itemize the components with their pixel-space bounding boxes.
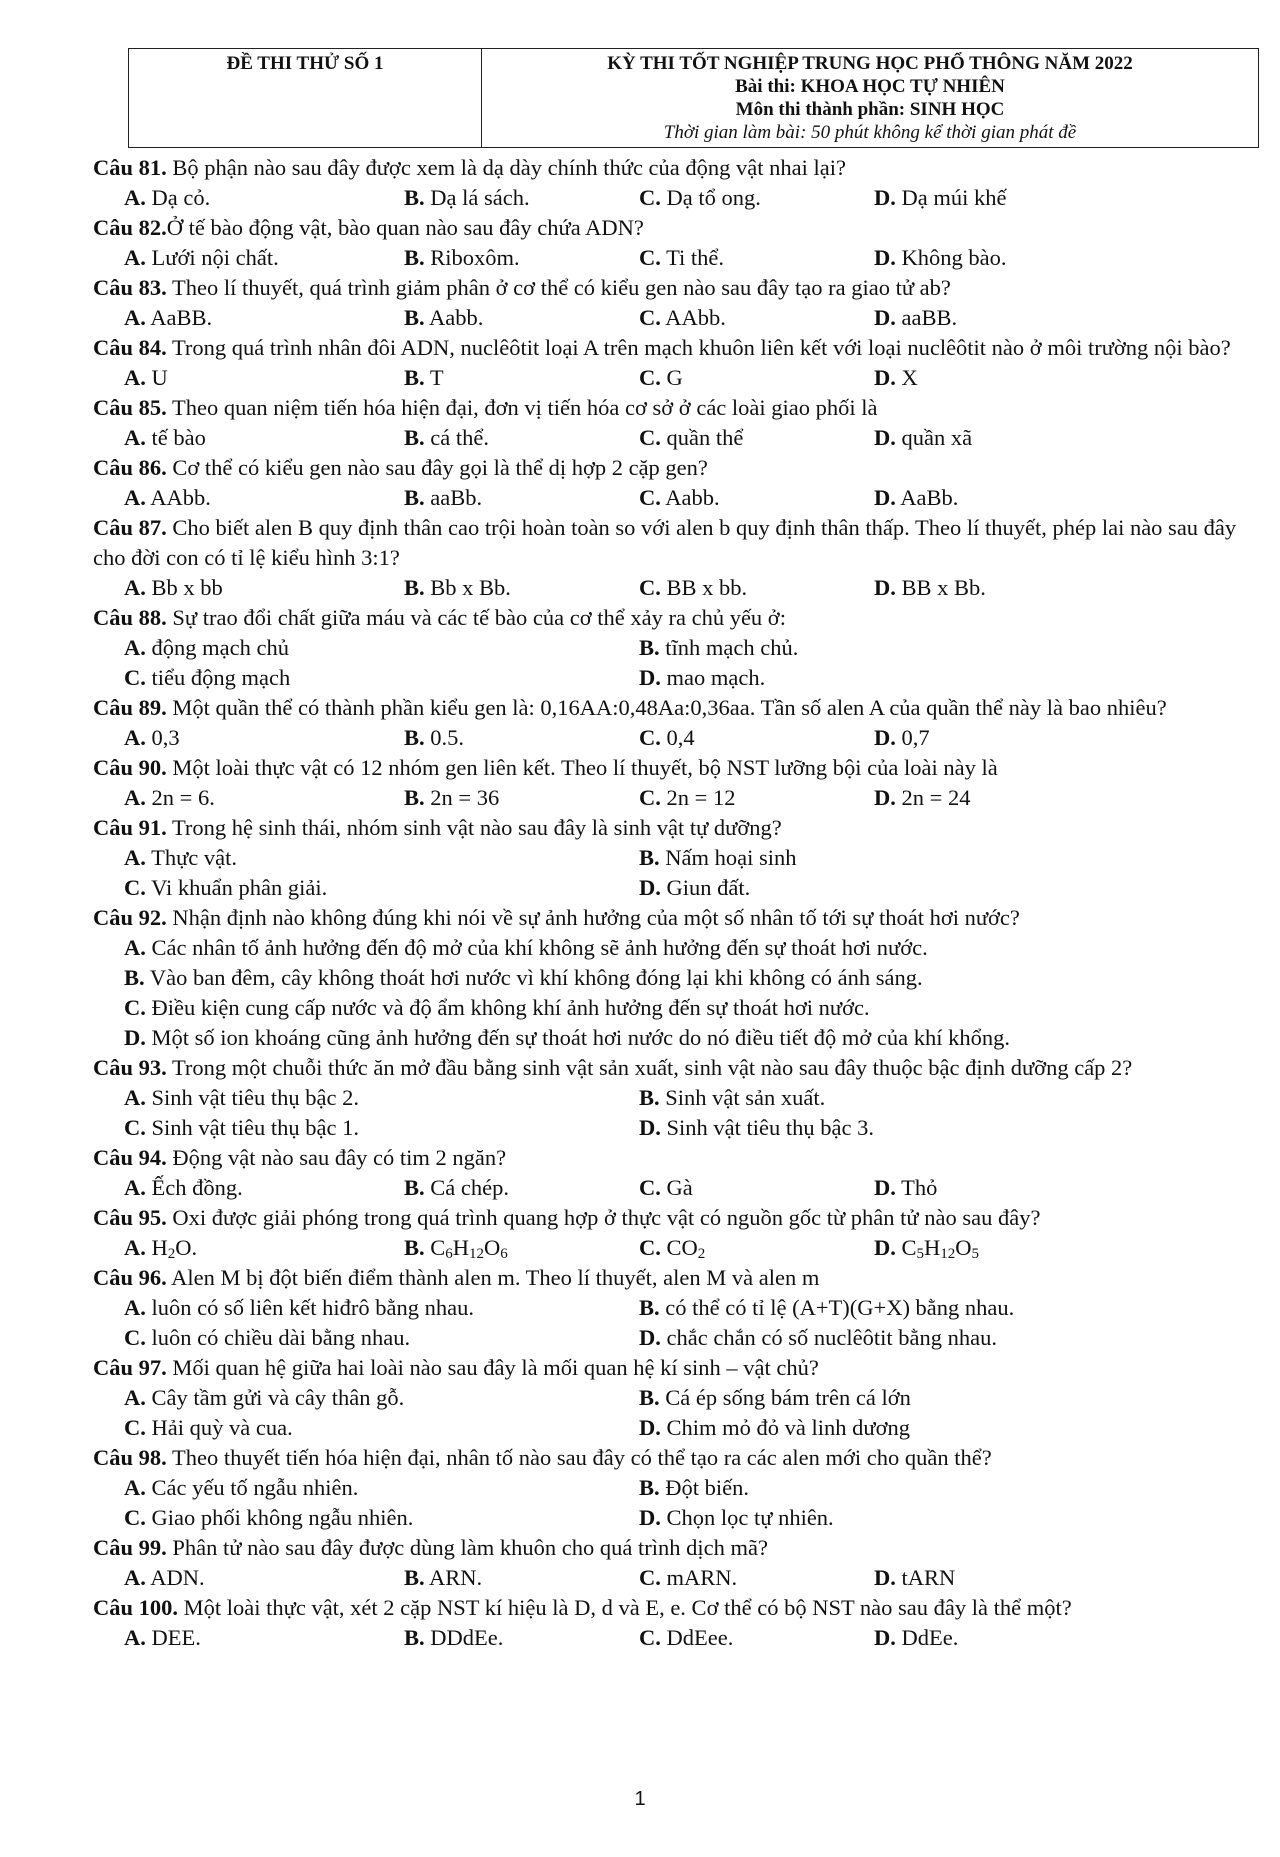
question-number: Câu 85. [93, 395, 167, 420]
option-b: B. Sinh vật sản xuất. [639, 1085, 826, 1110]
option-c: C. Ti thể. [639, 245, 725, 270]
question-text: Sự trao đổi chất giữa máu và các tế bào của cơ thể xảy ra chủ yếu ở: [166, 605, 786, 630]
option-c: C. Dạ tổ ong. [639, 185, 761, 210]
option-c: C. Hải quỳ và cua. [124, 1415, 293, 1440]
question-text: Trong hệ sinh thái, nhóm sinh vật nào sau đây là sinh vật tự dưỡng? [166, 815, 782, 840]
option-d: D. DdEe. [874, 1625, 959, 1650]
option-c: C. Điều kiện cung cấp nước và độ ẩm không khí ảnh hưởng đến sự thoát hơi nước. [124, 995, 870, 1020]
question-text: Theo thuyết tiến hóa hiện đại, nhân tố nào sau đây có thể tạo ra các alen mới cho quần thể? [166, 1445, 992, 1470]
option-c: C. mARN. [639, 1565, 738, 1590]
question [93, 453, 1263, 483]
question [93, 393, 1263, 423]
question-text: Theo quan niệm tiến hóa hiện đại, đơn vị tiến hóa cơ sở ở các loài giao phối là [166, 395, 878, 420]
option-d: D. chắc chắn có số nuclêôtit bằng nhau. [639, 1325, 998, 1350]
option-b: B. Đột biến. [639, 1475, 750, 1500]
question [93, 1593, 1263, 1623]
question-number: Câu 90. [93, 755, 167, 780]
question-text: Động vật nào sau đây có tim 2 ngăn? [166, 1145, 507, 1170]
question-number: Câu 97. [93, 1355, 167, 1380]
option-a: A. động mạch chủ [124, 635, 289, 660]
question-text: Ở tế bào động vật, bào quan nào sau đây chứa ADN? [166, 215, 644, 240]
question-text: Một loài thực vật, xét 2 cặp NST kí hiệu là D, d và E, e. Cơ thể có bộ NST nào sau đây là thể một? [178, 1595, 1072, 1620]
exam-info-cell [482, 49, 1259, 148]
option-d: D. X [874, 365, 918, 390]
option-d: D. 2n = 24 [874, 785, 971, 810]
options-row [93, 363, 1263, 393]
option-d: D. aaBB. [874, 305, 958, 330]
options-row [93, 1413, 1263, 1443]
option-d: D. Sinh vật tiêu thụ bậc 3. [639, 1115, 874, 1140]
options-row [93, 183, 1263, 213]
options-row [93, 1233, 1263, 1263]
option-c: C. Giao phối không ngẫu nhiên. [124, 1505, 414, 1530]
exam-component: Môn thi thành phần: SINH HỌC [735, 99, 1005, 120]
option-c: C. 0,4 [639, 725, 695, 750]
exam-header [128, 48, 1259, 148]
options-row [93, 1383, 1263, 1413]
question-text: Một quần thể có thành phần kiểu gen là: 0,16AA:0,48Aa:0,36aa. Tần số alen A của quần thể này là bao nhiêu? [166, 695, 1167, 720]
option-b: B. aaBb. [404, 485, 483, 510]
question-number: Câu 87. [93, 515, 167, 540]
exam-subject: Bài thi: KHOA HỌC TỰ NHIÊN [735, 76, 1005, 97]
question-number: Câu 83. [93, 275, 167, 300]
option-d: D. Thỏ [874, 1175, 938, 1200]
option-d: D. tARN [874, 1565, 956, 1590]
option-a: A. Dạ cỏ. [124, 185, 211, 210]
options-row [93, 1503, 1263, 1533]
question [93, 693, 1263, 723]
option-d: D. 0,7 [874, 725, 930, 750]
option-b: B. tĩnh mạch chủ. [639, 635, 799, 660]
question-number: Câu 98. [93, 1445, 167, 1470]
option-a: A. Các nhân tố ảnh hưởng đến độ mở của khí không sẽ ảnh hưởng đến sự thoát hơi nước. [124, 935, 928, 960]
option-a: A. Các yếu tố ngẫu nhiên. [124, 1475, 359, 1500]
option-b: B. Cá ép sống bám trên cá lớn [639, 1385, 911, 1410]
page-number: 1 [634, 1788, 646, 1810]
question-text: Một loài thực vật có 12 nhóm gen liên kết. Theo lí thuyết, bộ NST lưỡng bội của loài này là [166, 755, 998, 780]
options-row [93, 663, 1263, 693]
question-text: Nhận định nào không đúng khi nói về sự ảnh hưởng của một số nhân tố tới sự thoát hơi nước? [166, 905, 1020, 930]
option-b: B. Riboxôm. [404, 245, 520, 270]
question-number: Câu 81. [93, 155, 167, 180]
option-d: D. mao mạch. [639, 665, 766, 690]
option-a: A. Thực vật. [124, 845, 238, 870]
question-number: Câu 96. [93, 1265, 167, 1290]
option-d: D. Chọn lọc tự nhiên. [639, 1505, 834, 1530]
options-row [93, 783, 1263, 813]
option-b: B. DDdEe. [404, 1625, 504, 1650]
option-a: A. Ếch đồng. [124, 1175, 243, 1200]
question [93, 1053, 1263, 1083]
options-row [93, 873, 1263, 903]
options-row [93, 573, 1263, 603]
option-c: C. Aabb. [639, 485, 720, 510]
option-b: B. 0.5. [404, 725, 465, 750]
question [93, 273, 1263, 303]
options-row [93, 243, 1263, 273]
option-d: D. BB x Bb. [874, 575, 986, 600]
option-c: C. BB x bb. [639, 575, 748, 600]
options-row [93, 1323, 1263, 1353]
options-row [93, 633, 1263, 663]
question [93, 603, 1263, 633]
question-list [93, 153, 1263, 1653]
question [93, 1533, 1263, 1563]
option-a: A. luôn có số liên kết hiđrô bằng nhau. [124, 1295, 474, 1320]
question-text: Bộ phận nào sau đây được xem là dạ dày chính thức của động vật nhai lại? [166, 155, 846, 180]
question-number: Câu 94. [93, 1145, 167, 1170]
options-row [93, 423, 1263, 453]
question-number: Câu 89. [93, 695, 167, 720]
option-b: B. cá thể. [404, 425, 489, 450]
question [93, 333, 1263, 363]
question-text: Trong một chuỗi thức ăn mở đầu bằng sinh vật sản xuất, sinh vật nào sau đây thuộc bậc định dưỡng cấp 2? [166, 1055, 1133, 1080]
option-b: B. Nấm hoại sinh [639, 845, 797, 870]
question [93, 153, 1263, 183]
option-c: C. quần thể [639, 425, 744, 450]
question-number: Câu 100. [93, 1595, 179, 1620]
option-b: B. ARN. [404, 1565, 483, 1590]
question-number: Câu 95. [93, 1205, 167, 1230]
option-d: D. Chim mỏ đỏ và linh dương [639, 1415, 910, 1440]
question-text: Phân tử nào sau đây được dùng làm khuôn cho quá trình dịch mã? [166, 1535, 768, 1560]
option-a: A. Cây tầm gửi và cây thân gỗ. [124, 1385, 405, 1410]
option-b: B. Cá chép. [404, 1175, 509, 1200]
option-b: B. T [404, 365, 444, 390]
question [93, 213, 1263, 243]
question-text: Mối quan hệ giữa hai loài nào sau đây là mối quan hệ kí sinh – vật chủ? [166, 1355, 819, 1380]
option-a: A. DEE. [124, 1625, 201, 1650]
option-c: C. DdEee. [639, 1625, 734, 1650]
options-row [93, 303, 1263, 333]
exam-time: Thời gian làm bài: 50 phút không kể thời gian phát đề [663, 122, 1077, 143]
option-b: B. $C_6H_{12}O_6$ [404, 1235, 508, 1262]
question [93, 903, 1263, 933]
option-d: D. Một số ion khoáng cũng ảnh hưởng đến sự thoát hơi nước do nó điều tiết độ mở của khí khổng. [124, 1025, 1010, 1050]
options-row [93, 1113, 1263, 1143]
option-d: D. AaBb. [874, 485, 959, 510]
option-c: C. luôn có chiều dài bằng nhau. [124, 1325, 411, 1350]
option-a: A. AaBB. [124, 305, 213, 330]
question-number: Câu 84. [93, 335, 167, 360]
option-d: D. $C_5H_{12}O_5$ [874, 1235, 980, 1262]
option-b: B. 2n = 36 [404, 785, 500, 810]
option-c: C. Sinh vật tiêu thụ bậc 1. [124, 1115, 359, 1140]
option-a: A. 2n = 6. [124, 785, 215, 810]
option-b: B. Aabb. [404, 305, 484, 330]
option-a: A. $H_2O$. [124, 1235, 198, 1262]
option-b: B. Bb x Bb. [404, 575, 511, 600]
question [93, 1443, 1263, 1473]
options-row [93, 1083, 1263, 1113]
question-number: Câu 92. [93, 905, 167, 930]
options-row [93, 483, 1263, 513]
option-c: C. G [639, 365, 683, 390]
question-text: Oxi được giải phóng trong quá trình quang hợp ở thực vật có nguồn gốc từ phân tử nào sau đây? [166, 1205, 1041, 1230]
exam-title: KỲ THI TỐT NGHIỆP TRUNG HỌC PHỔ THÔNG NĂM 2022 [607, 53, 1133, 74]
exam-code-cell [129, 49, 482, 148]
question [93, 513, 1263, 573]
question-number: Câu 82. [93, 215, 167, 240]
exam-code: ĐỀ THI THỬ SỐ 1 [226, 53, 384, 74]
question-number: Câu 99. [93, 1535, 167, 1560]
question-text: Cơ thể có kiểu gen nào sau đây gọi là thể dị hợp 2 cặp gen? [166, 455, 708, 480]
question [93, 1353, 1263, 1383]
option-a: A. Sinh vật tiêu thụ bậc 2. [124, 1085, 359, 1110]
question-number: Câu 93. [93, 1055, 167, 1080]
option-a: A. AAbb. [124, 485, 211, 510]
option-a: A. ADN. [124, 1565, 205, 1590]
question-text: Alen M bị đột biến điểm thành alen m. Theo lí thuyết, alen M và alen m [166, 1265, 820, 1290]
options-row [93, 723, 1263, 753]
options-row [93, 1563, 1263, 1593]
option-d: D. Giun đất. [639, 875, 751, 900]
question-text: Cho biết alen B quy định thân cao trội hoàn toàn so với alen b quy định thân thấp. Theo lí thuyết, phép lai nào sau đây cho đời con có tỉ lệ kiểu hình 3:1? [93, 515, 1237, 570]
option-d: D. quần xã [874, 425, 973, 450]
option-a: A. 0,3 [124, 725, 180, 750]
option-c: C. Vi khuẩn phân giải. [124, 875, 328, 900]
question-number: Câu 86. [93, 455, 167, 480]
option-b: B. Vào ban đêm, cây không thoát hơi nước vì khí không đóng lại khi không có ánh sáng. [124, 965, 923, 990]
option-c: C. 2n = 12 [639, 785, 736, 810]
option-b: B. có thể có tỉ lệ (A+T)(G+X) bằng nhau. [639, 1295, 1015, 1320]
option-d: D. Không bào. [874, 245, 1007, 270]
question-text: Trong quá trình nhân đôi ADN, nuclêôtit loại A trên mạch khuôn liên kết với loại nuclêôtit nào ở môi trường nội bào? [166, 335, 1231, 360]
question [93, 1203, 1263, 1233]
option-a: A. tế bào [124, 425, 206, 450]
question [93, 813, 1263, 843]
option-b: B. Dạ lá sách. [404, 185, 530, 210]
option-a: A. Lưới nội chất. [124, 245, 279, 270]
options-row [93, 1623, 1263, 1653]
option-c: C. Gà [639, 1175, 693, 1200]
option-c: C. AAbb. [639, 305, 726, 330]
option-d: D. Dạ múi khế [874, 185, 1007, 210]
options-row [93, 1173, 1263, 1203]
question [93, 753, 1263, 783]
question [93, 1143, 1263, 1173]
question-number: Câu 91. [93, 815, 167, 840]
options-row [93, 1293, 1263, 1323]
options-row [93, 843, 1263, 873]
option-a: A. U [124, 365, 168, 390]
question-number: Câu 88. [93, 605, 167, 630]
option-c: C. $CO_2$ [639, 1235, 706, 1262]
options-row [93, 1473, 1263, 1503]
option-a: A. Bb x bb [124, 575, 223, 600]
option-c: C. tiểu động mạch [124, 665, 291, 690]
question-text: Theo lí thuyết, quá trình giảm phân ở cơ thể có kiểu gen nào sau đây tạo ra giao tử ab? [166, 275, 951, 300]
